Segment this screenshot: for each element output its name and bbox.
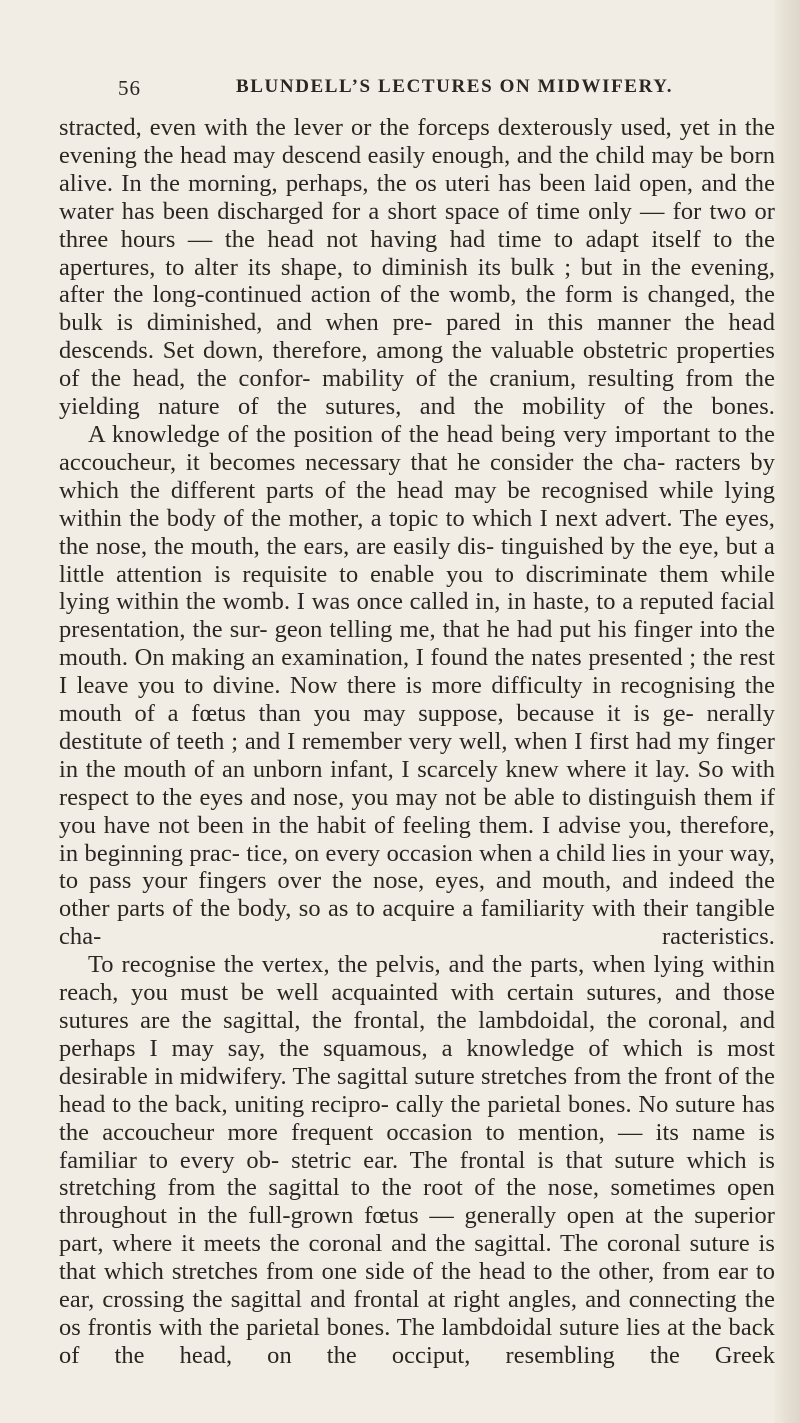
- text-line: pared in this manner the head descends. Set down, therefore,: [59, 309, 775, 365]
- page-number: 56: [118, 76, 141, 100]
- text-line: advert. The eyes, the nose, the mouth, the ears, are easily dis-: [59, 504, 776, 560]
- text-line: in the evening the head may descend easily enough, and the child: [59, 114, 775, 169]
- page-edge-shadow: [774, 0, 800, 1423]
- text-line: A knowledge of the position of the head being very important: [88, 420, 711, 448]
- text-line: mability of the cranium, resulting from the yielding nature of the: [59, 365, 775, 421]
- text-line: tinguished by the eye, but a little attention is requisite to enable: [59, 532, 775, 588]
- text-line: you to discriminate them while lying within the womb. I was: [59, 560, 776, 616]
- text-line: laid open, and the water has been discharged for a short space of: [59, 169, 775, 225]
- text-line: the coronal, and perhaps I may say, the squamous, a knowledge: [59, 1007, 775, 1062]
- text-line: the mouth of a fœtus than you may suppose, because it is ge-: [59, 672, 776, 728]
- text-line: To recognise the vertex, the pelvis, and the parts, when lying: [88, 951, 705, 979]
- text-line: the os frontis with the parietal bones. The lambdoidal suture lies: [59, 1286, 776, 1341]
- text-line: of which is most desirable in midwifery. The sagittal suture: [59, 1034, 775, 1090]
- paragraph-3: [59, 951, 775, 1370]
- text-line: stretches from the front of the head to the back, uniting recipro-: [59, 1062, 775, 1118]
- text-line: first had my finger in the mouth of an unborn infant, I scarcely: [59, 727, 775, 783]
- text-line: it meets the coronal and the sagittal. The coronal suture is that: [59, 1230, 775, 1286]
- text-line: fingers over the nose, eyes, and mouth, and indeed the other parts: [59, 867, 775, 923]
- text-line: stracted, even with the lever or the forceps dexterously used, yet: [59, 114, 710, 141]
- paragraph-1: [59, 114, 775, 421]
- paragraph-2: [59, 421, 775, 951]
- running-title: BLUNDELL’S LECTURES ON MIDWIFERY.: [236, 76, 674, 97]
- text-line: at the back of the head, on the occiput, resembling the Greek: [59, 1313, 775, 1369]
- text-line: racters by which the different parts of the head may be recognised: [59, 448, 775, 504]
- text-line: time to adapt itself to the apertures, to alter its shape, to diminish: [59, 225, 776, 281]
- text-line: ear, crossing the sagittal and frontal at right angles, and connecting: [59, 1286, 737, 1314]
- text-line: sutures, and the mobility of the bones.: [325, 393, 775, 421]
- text-line: its bulk ; but in the evening, after the long-continued action of the: [59, 253, 776, 309]
- text-line: frequent occasion to mention, — its name is familiar to every ob-: [59, 1118, 775, 1174]
- text-line: habit of feeling them. I advise you, therefore, in beginning prac-: [59, 811, 776, 867]
- body-text: [59, 114, 775, 1370]
- text-line: among the valuable obstetric properties of the head, the confor-: [59, 337, 775, 393]
- page-header: [118, 76, 718, 106]
- text-line: of the body, so as to acquire a familiarity with their tangible cha-: [59, 895, 775, 951]
- text-line: making an examination, I found the nates presented ; the rest I: [59, 644, 775, 700]
- text-line: geon telling me, that he had put his finger into the mouth. On: [59, 616, 775, 672]
- text-line: and those sutures are the sagittal, the frontal, the lambdoidal,: [59, 979, 776, 1034]
- text-line: the full-grown fœtus — generally open at the superior part, where: [59, 1202, 775, 1258]
- text-line: which stretches from one side of the head to the other, from ear to: [103, 1258, 775, 1286]
- text-line: while lying within the body of the mother, a topic to which I next: [59, 476, 775, 532]
- text-line: tice, on every occasion when a child lies in your way, to pass your: [59, 839, 775, 895]
- text-line: racteristics.: [661, 923, 775, 951]
- text-line: may not be able to distinguish them if you have not been in the: [59, 783, 775, 839]
- text-line: knew where it lay. So with respect to the eyes and nose, you: [59, 755, 775, 811]
- text-line: nerally destitute of teeth ; and I remember very well, when I: [59, 700, 775, 755]
- text-line: womb, the form is changed, the bulk is diminished, and when pre-: [59, 281, 775, 337]
- text-line: the sagittal to the root of the nose, sometimes open throughout in: [59, 1174, 775, 1230]
- text-line: once called in, in haste, to a reputed facial presentation, the sur-: [59, 588, 776, 644]
- text-line: within reach, you must be well acquainted with certain sutures,: [59, 951, 775, 1007]
- text-line: cally the parietal bones. No suture has the accoucheur more: [59, 1090, 775, 1146]
- text-line: time only — for two or three hours — the head not having had: [59, 197, 776, 253]
- text-line: stetric ear. The frontal is that suture which is stretching from: [59, 1146, 775, 1202]
- text-line: may be born alive. In the morning, perhaps, the os uteri has been: [59, 141, 775, 197]
- text-line: leave you to divine. Now there is more difficulty in recognising: [76, 672, 736, 700]
- text-line: to the accoucheur, it becomes necessary that he consider the cha-: [59, 420, 775, 476]
